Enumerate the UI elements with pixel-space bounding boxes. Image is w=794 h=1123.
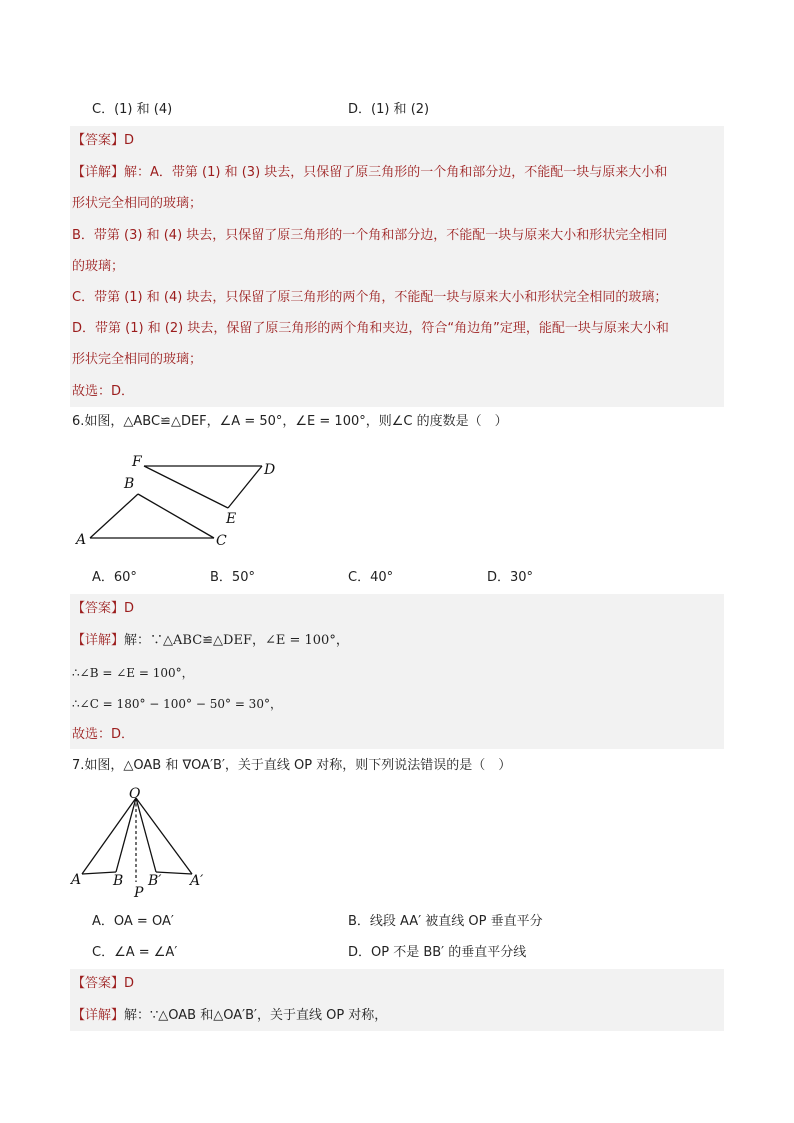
q6-option-b: B．50°	[210, 570, 255, 585]
q6-detail-line-1	[72, 632, 349, 650]
point-label-b: B	[113, 873, 124, 889]
q7-option-c: C．∠A = ∠A′	[92, 945, 178, 960]
answer-label: 【答案】	[72, 976, 125, 991]
point-label-p: P	[134, 885, 144, 898]
q6-answer	[72, 600, 134, 618]
vertex-label-b: B	[124, 476, 135, 492]
q6-option-c: C．40°	[348, 570, 394, 585]
vertex-label-a: A	[76, 532, 87, 548]
q7-figure	[66, 786, 226, 898]
vertex-label-e: E	[226, 511, 237, 527]
answer-value: D	[124, 133, 135, 148]
q7-answer	[72, 975, 134, 993]
q5-option-c: C．(1) 和 (4)	[92, 102, 173, 117]
q6-stem: 6.如图，△ABC≌△DEF，∠A = 50°，∠E = 100°，则∠C 的度数是（ ）	[72, 414, 508, 429]
point-label-a: A	[71, 872, 82, 888]
q7-detail-line-1	[72, 1007, 387, 1025]
q5-detail-line-1	[72, 164, 667, 182]
detail-label: 【详解】	[72, 165, 125, 180]
q6-detail-line-3: ∴∠C = 180° − 100° − 50° = 30°，	[72, 697, 282, 711]
point-label-o: O	[129, 786, 141, 802]
detail-text: 解：∵△OAB 和△OA′B′，关于直线 OP 对称，	[124, 1008, 388, 1023]
point-label-a-prime: A′	[190, 873, 204, 889]
q6-option-a: A．60°	[92, 570, 137, 585]
q5-detail-line-4: 的玻璃；	[72, 259, 125, 274]
answer-value: D	[124, 601, 135, 616]
q5-detail-line-5: C．带第 (1) 和 (4) 块去，只保留了原三角形的两个角，不能配一块与原来大小和形状完全相同的玻璃；	[72, 290, 668, 305]
detail-text: 解：A．带第 (1) 和 (3) 块去，只保留了原三角形的一个角和部分边，不能配一块与原来大小和	[124, 165, 668, 180]
q5-detail-line-3: B．带第 (3) 和 (4) 块去，只保留了原三角形的一个角和部分边，不能配一块与原来大小和形状完全相同	[72, 228, 668, 243]
q6-detail-line-2: ∴∠B = ∠E = 100°，	[72, 666, 194, 680]
answer-label: 【答案】	[72, 601, 125, 616]
q7-option-a: A．OA = OA′	[92, 914, 174, 929]
q5-answer	[72, 132, 134, 150]
q7-stem: 7.如图，△OAB 和 ∇OA′B′，关于直线 OP 对称，则下列说法错误的是（ ）	[72, 758, 512, 773]
vertex-label-c: C	[216, 533, 227, 549]
q5-detail-line-8: 故选：D．	[72, 384, 135, 399]
q5-detail-line-7: 形状完全相同的玻璃；	[72, 352, 203, 367]
q6-detail-line-4: 故选：D．	[72, 727, 135, 742]
q7-option-b: B．线段 AA′ 被直线 OP 垂直平分	[348, 914, 543, 929]
detail-label: 【详解】	[72, 1008, 125, 1023]
answer-label: 【答案】	[72, 133, 125, 148]
q6-option-d: D．30°	[487, 570, 534, 585]
q5-option-d: D．(1) 和 (2)	[348, 102, 430, 117]
detail-text: 解：∵△ABC≌△DEF，∠E = 100°，	[124, 633, 349, 648]
vertex-label-f: F	[132, 454, 142, 470]
q5-detail-line-6: D．带第 (1) 和 (2) 块去，保留了原三角形的两个角和夹边，符合“角边角”定理，能配一块与原来大小和	[72, 321, 669, 336]
answer-value: D	[124, 976, 135, 991]
vertex-label-d: D	[264, 462, 276, 478]
q5-detail-line-2: 形状完全相同的玻璃；	[72, 196, 203, 211]
q6-figure	[70, 452, 300, 552]
point-label-b-prime: B′	[148, 873, 162, 889]
q7-option-d: D．OP 不是 BB′ 的垂直平分线	[348, 945, 527, 960]
detail-label: 【详解】	[72, 633, 125, 648]
